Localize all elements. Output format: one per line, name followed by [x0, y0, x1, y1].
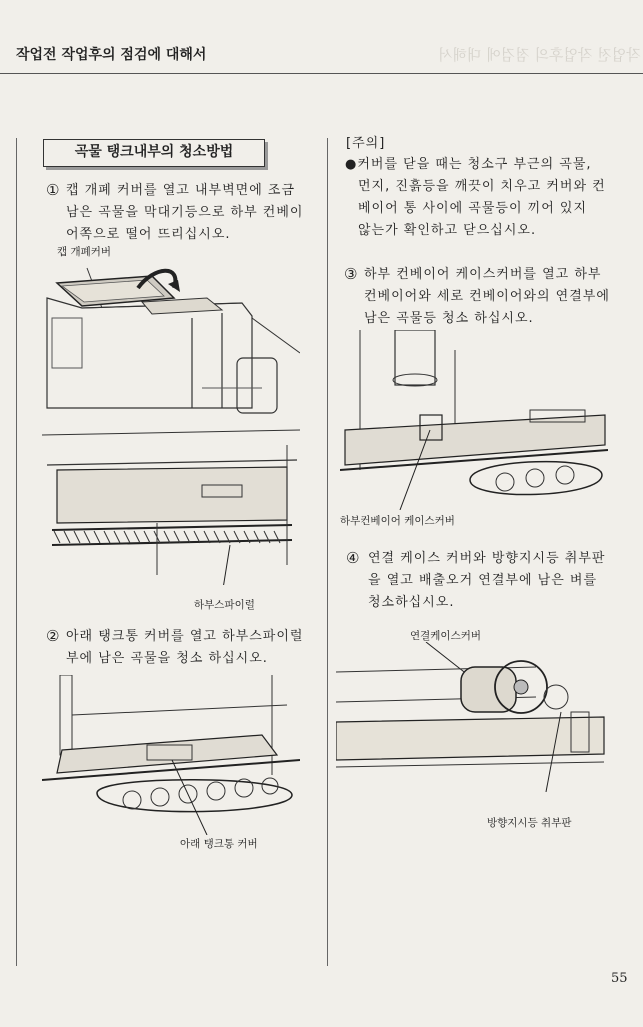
section-title: 곡물 탱크내부의 청소방법: [43, 139, 265, 167]
left-margin-rule: [16, 138, 17, 966]
lower-tank-cover-label: 아래 탱크통 커버: [180, 838, 258, 850]
step-3-line-3: 남은 곡물등 청소 하십시오.: [364, 311, 534, 326]
indicator-bracket-label: 방향지시등 취부판: [487, 817, 572, 829]
step-1-line-2: 남은 곡물을 막대기등으로 하부 컨베이: [66, 205, 304, 220]
cab-cover-label: 캡 개폐커버: [57, 246, 112, 258]
discharge-auger-illustration: [336, 642, 606, 792]
step-4-line-2: 을 열고 배출오거 연결부에 남은 벼를: [368, 573, 598, 588]
caution-title: [주의]: [346, 136, 386, 151]
step-4-number: ④: [346, 549, 360, 567]
caution-line-3: 베이어 통 사이에 곡물등이 끼어 있지: [358, 201, 588, 216]
caution-line-4: 않는가 확인하고 닫으십시오.: [358, 223, 537, 238]
caution-line-2: 먼지, 진흙등을 깨끗이 치우고 커버와 컨: [358, 179, 606, 194]
step-1-line-3: 어쪽으로 떨어 뜨리십시오.: [66, 227, 231, 242]
header-divider: [0, 73, 643, 74]
step-4-line-1: 연결 케이스 커버와 방향지시등 취부판: [368, 551, 606, 566]
caution-line-1: ●커버를 닫을 때는 청소구 부근의 곡물,: [345, 157, 592, 172]
lower-conveyor-case-cover-label: 하부컨베이어 케이스커버: [340, 515, 455, 527]
step-2-number: ②: [46, 627, 60, 645]
lower-spiral-illustration: [42, 425, 300, 585]
step-3-line-2: 컨베이어와 세로 컨베이어와의 연결부에: [364, 289, 610, 304]
step-3-number: ③: [344, 265, 358, 283]
page-number: 55: [611, 971, 628, 986]
lower-spiral-label: 하부스파이럴: [194, 599, 255, 611]
step-3-line-1: 하부 컨베이어 케이스커버를 열고 하부: [364, 267, 602, 282]
step-4-line-3: 청소하십시오.: [368, 595, 455, 610]
tank-top-illustration: [42, 258, 300, 418]
bleed-through-text: 작업전 작업후의 점검에 대해서: [438, 46, 641, 64]
page-header: 작업전 작업후의 점검에 대해서: [16, 47, 207, 63]
step-1-line-1: 캡 개폐 커버를 열고 내부벽면에 조금: [66, 183, 296, 198]
column-divider: [327, 138, 328, 966]
lower-tank-illustration: [42, 675, 300, 835]
lower-conveyor-illustration: [340, 330, 608, 510]
step-2-line-2: 부에 남은 곡물을 청소 하십시오.: [66, 651, 268, 666]
step-1-number: ①: [46, 181, 60, 199]
connection-case-cover-label: 연결케이스커버: [410, 630, 482, 642]
step-2-line-1: 아래 탱크통 커버를 열고 하부스파이럴: [66, 629, 304, 644]
